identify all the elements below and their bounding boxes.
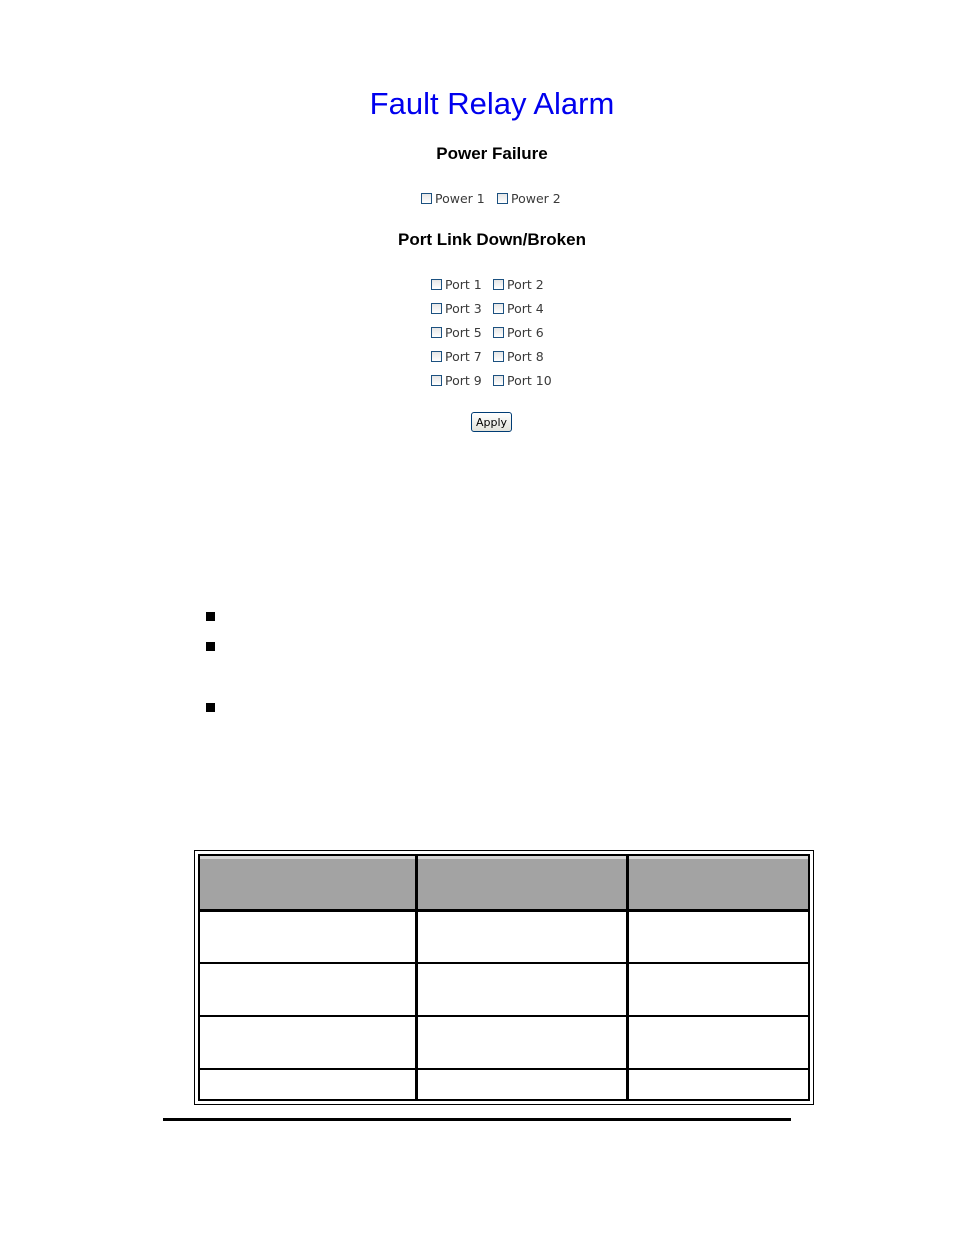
port-7-checkbox[interactable] [431,348,482,364]
checkbox-label: Power 1 [435,190,485,206]
bullet-marker [206,612,215,621]
checkbox-box[interactable] [431,303,442,314]
checkbox-label: Port 10 [507,372,552,388]
checkbox-box[interactable] [493,375,504,386]
checkbox-label: Port 4 [507,300,544,316]
checkbox-box[interactable] [431,375,442,386]
checkbox-box[interactable] [431,351,442,362]
checkbox-box[interactable] [493,327,504,338]
port-9-checkbox[interactable] [431,372,482,388]
checkbox-label: Port 3 [445,300,482,316]
checkbox-box[interactable] [431,279,442,290]
port-10-checkbox[interactable] [493,372,552,388]
table-row-divider [200,962,808,964]
port-3-checkbox[interactable] [431,300,482,316]
checkbox-box[interactable] [497,193,508,204]
table-column-divider [415,856,418,1099]
power-1-checkbox[interactable] [421,190,485,206]
table-row-divider [200,909,808,912]
checkbox-label: Port 1 [445,276,482,292]
checkbox-box[interactable] [493,351,504,362]
info-table [194,850,814,1105]
table-header-row [200,856,808,910]
checkbox-box[interactable] [421,193,432,204]
checkbox-label: Power 2 [511,190,561,206]
bullet-marker [206,642,215,651]
table-column-divider [626,856,629,1099]
checkbox-label: Port 8 [507,348,544,364]
table-row-divider [200,1068,808,1070]
port-4-checkbox[interactable] [493,300,544,316]
checkbox-box[interactable] [493,303,504,314]
power-failure-heading: Power Failure [436,144,548,163]
footer-rule [163,1118,791,1121]
port-5-checkbox[interactable] [431,324,482,340]
port-6-checkbox[interactable] [493,324,544,340]
checkbox-label: Port 7 [445,348,482,364]
checkbox-label: Port 6 [507,324,544,340]
port-1-checkbox[interactable] [431,276,482,292]
checkbox-box[interactable] [431,327,442,338]
checkbox-box[interactable] [493,279,504,290]
port-2-checkbox[interactable] [493,276,544,292]
apply-button[interactable]: Apply [471,412,512,432]
checkbox-label: Port 2 [507,276,544,292]
port-8-checkbox[interactable] [493,348,544,364]
checkbox-label: Port 9 [445,372,482,388]
table-row-divider [200,1015,808,1017]
checkbox-label: Port 5 [445,324,482,340]
bullet-marker [206,703,215,712]
info-table-grid [198,854,810,1101]
port-link-heading: Port Link Down/Broken [398,230,586,249]
power-2-checkbox[interactable] [497,190,561,206]
page-title: Fault Relay Alarm [369,86,615,121]
